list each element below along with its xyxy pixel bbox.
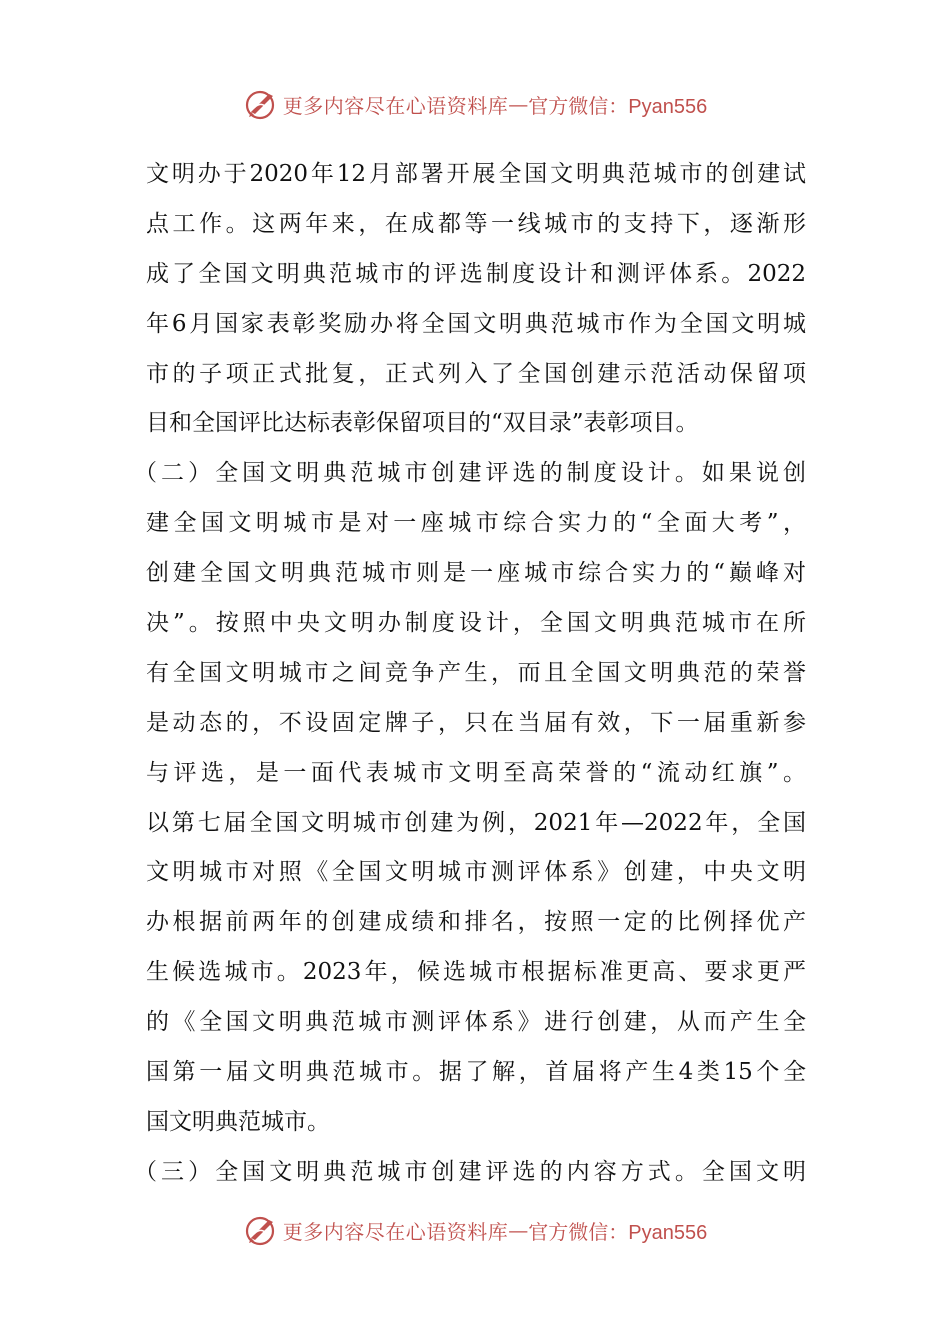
header-banner-separator: — [508,92,529,116]
body-line: 以第七届全国文明城市创建为例，2021年—2022年，全国 [146,809,806,836]
body-line: 市的子项正式批复，正式列入了全国创建示范活动保留项 [146,360,806,387]
body-line: 年6月国家表彰奖励办将全国文明典范城市作为全国文明城 [146,310,806,337]
footer-banner-separator: — [508,1218,529,1242]
document-body [134,150,806,1198]
body-line: 的《全国文明典范城市测评体系》进行创建，从而产生全 [146,1009,806,1036]
body-line: 建全国文明城市是对一座城市综合实力的“全面大考”， [146,510,806,537]
body-line: 文明办于2020年12月部署开展全国文明典范城市的创建试 [146,161,806,187]
body-line: 决”。按照中央文明办制度设计，全国文明典范城市在所 [146,610,806,637]
body-line: 国文明典范城市。 [146,1108,330,1135]
footer-banner [0,1210,950,1250]
footer-banner-text: 更多内容尽在心语资料库 [282,1219,509,1244]
section-heading-2: （二）全国文明典范城市创建评选的制度设计。如果说创 [134,460,806,487]
body-line: 成了全国文明典范城市的评选制度设计和测评体系。2022 [146,260,806,287]
body-line: 点工作。这两年来，在成都等一线城市的支持下，逐渐形 [146,210,806,237]
body-line: 生候选城市。2023年，候选城市根据标准更高、要求更严 [146,959,806,986]
body-line: 创建全国文明典范城市则是一座城市综合实力的“巅峰对 [146,560,806,587]
section-heading-3: （三）全国文明典范城市创建评选的内容方式。全国文明 [134,1158,806,1185]
pen-logo-icon [243,86,279,122]
body-line: 是动态的，不设固定牌子，只在当届有效，下一届重新参 [146,709,806,736]
body-line: 目和全国评比达标表彰保留项目的“双目录”表彰项目。 [146,410,699,437]
body-line: 文明城市对照《全国文明城市测评体系》创建，中央文明 [146,859,806,886]
header-banner-wechat: 官方微信：Pyan556 [528,95,708,118]
body-line: 办根据前两年的创建成绩和排名，按照一定的比例择优产 [146,909,806,936]
body-line: 与评选，是一面代表城市文明至高荣誉的“流动红旗”。 [146,759,806,786]
footer-banner-wechat: 官方微信：Pyan556 [528,1221,708,1244]
body-line: 国第一届文明典范城市。据了解，首届将产生4类15个全 [146,1059,806,1086]
body-line: 有全国文明城市之间竞争产生，而且全国文明典范的荣誉 [146,659,806,686]
header-banner-text: 更多内容尽在心语资料库 [282,93,509,118]
pen-logo-icon [243,1212,279,1248]
header-banner [0,84,950,124]
